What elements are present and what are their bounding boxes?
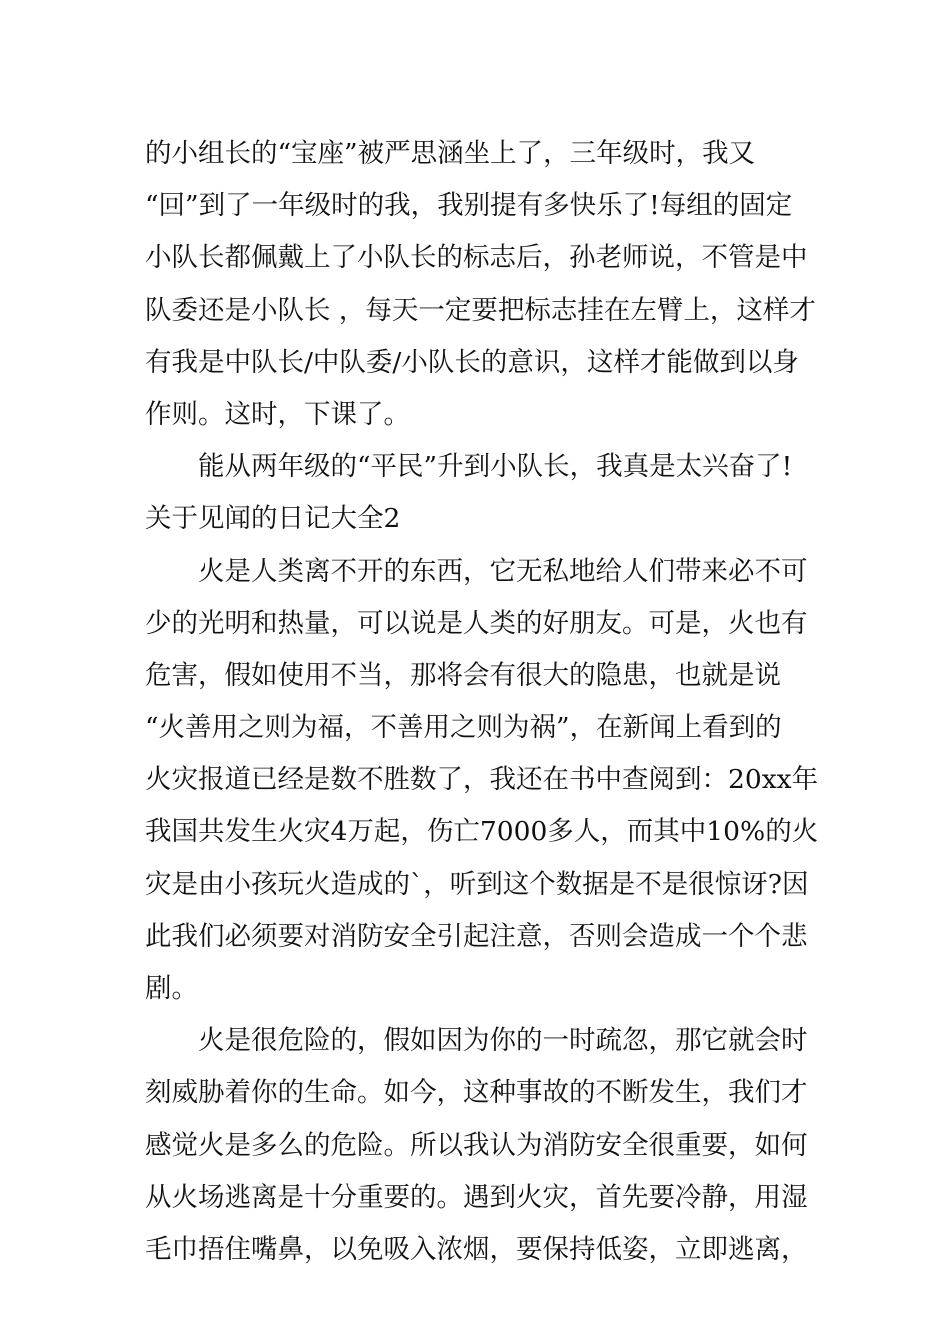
text-line: 灾是由小孩玩火造成的`，听到这个数据是不是很惊讶?因 [145, 868, 809, 900]
text-line: 危害，假如使用不当，那将会有很大的隐患，也就是说 [145, 659, 781, 691]
document-body [145, 128, 825, 1276]
text-line: 能从两年级的“平民”升到小队长，我真是太兴奋了! [145, 451, 793, 483]
text-line: 毛巾捂住嘴鼻，以免吸入浓烟，要保持低姿，立即逃离， [145, 1233, 808, 1265]
text-line: 刻威胁着你的生命。如今，这种事故的不断发生，我们才 [145, 1077, 808, 1109]
text-line: 火灾报道已经是数不胜数了，我还在书中查阅到：20xx年 [145, 764, 819, 796]
text-line: 此我们必须要对消防安全引起注意，否则会造成一个个悲 [145, 920, 808, 952]
text-line: “火善用之则为福，不善用之则为祸”，在新闻上看到的 [145, 712, 782, 744]
text-line: 有我是中队长/中队委/小队长的意识，这样才能做到以身 [145, 346, 799, 378]
text-line: 的小组长的“宝座”被严思涵坐上了，三年级时，我又 [145, 138, 756, 169]
text-line: 小队长都佩戴上了小队长的标志后，孙老师说，不管是中 [145, 242, 808, 274]
text-line: “回”到了一年级时的我，我别提有多快乐了!每组的固定 [145, 190, 793, 222]
section-heading: 关于见闻的日记大全2 [145, 503, 401, 535]
text-line: 从火场逃离是十分重要的。遇到火灾，首先要冷静，用湿 [145, 1181, 808, 1213]
text-line: 作则。这时，下课了。 [145, 398, 410, 430]
text-line: 少的光明和热量，可以说是人类的好朋友。可是，火也有 [145, 607, 808, 639]
text-line: 我国共发生火灾4万起，伤亡7000多人，而其中10%的火 [145, 816, 819, 848]
text-line: 火是很危险的，假如因为你的一时疏忽，那它就会时 [145, 1025, 808, 1057]
text-line: 感觉火是多么的危险。所以我认为消防安全很重要，如何 [145, 1129, 808, 1161]
text-line: 火是人类离不开的东西，它无私地给人们带来必不可 [145, 555, 808, 587]
text-line: 队委还是小队长 ，每天一定要把标志挂在左臂上，这样才 [145, 294, 816, 326]
text-line: 剧。 [145, 973, 198, 1004]
